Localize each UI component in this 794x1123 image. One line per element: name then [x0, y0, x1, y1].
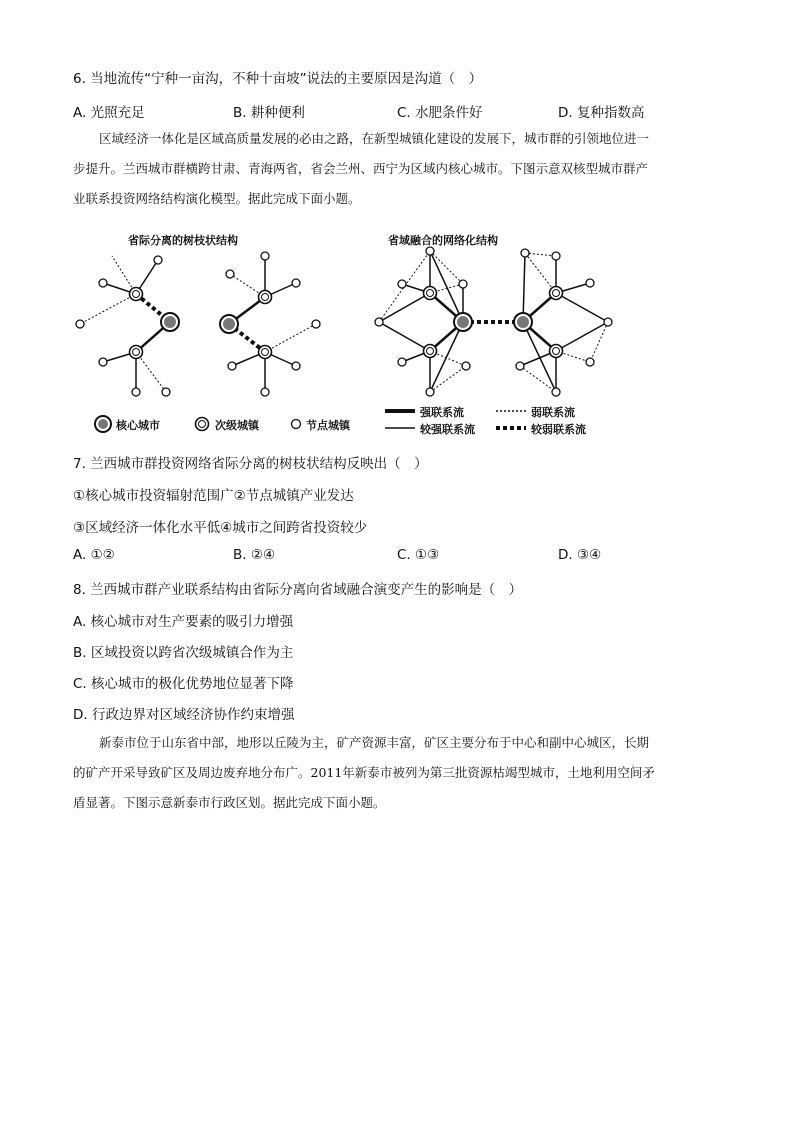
node-town: [99, 279, 107, 287]
legend-medium-strong-label: 较强联系流: [420, 423, 475, 436]
node-town: [228, 362, 236, 370]
q6-stem: 6. 当地流传“宁种一亩沟，不种十亩坡”说法的主要原因是沟道（ ）: [73, 71, 483, 87]
legend-node-symbol: [292, 420, 301, 429]
node-town: [76, 320, 84, 328]
node-town: [426, 247, 434, 255]
q7-option-d[interactable]: D. ③④: [558, 547, 602, 563]
legend-core-label: 核心城市: [116, 419, 160, 432]
passage-1-line: 业联系投资网络结构演化模型。据此完成下面小题。: [73, 191, 361, 206]
node-town: [459, 280, 467, 288]
node-town: [312, 320, 320, 328]
passage-1-line: 区域经济一体化是区域高质量发展的必由之路，在新型城镇化建设的发展下，城市群的引领地位进一: [99, 131, 650, 146]
q7-statement-1: ①核心城市投资辐射范围广②节点城镇产业发达: [73, 488, 354, 504]
figure-right-caption: 省域融合的网络化结构: [388, 234, 498, 247]
node-town: [462, 362, 470, 370]
node-town: [586, 358, 594, 366]
node-town: [516, 362, 524, 370]
node-town: [99, 358, 107, 366]
q8-stem: 8. 兰西城市群产业联系结构由省际分离向省域融合演变产生的影响是（ ）: [73, 582, 523, 598]
passage-2-line: 新泰市位于山东省中部，地形以丘陵为主，矿产资源丰富，矿区主要分布于中心和副中心城区，长期: [99, 735, 650, 750]
node-town: [261, 252, 269, 260]
q6-option-d[interactable]: D. 复种指数高: [558, 105, 645, 121]
node-town: [586, 279, 594, 287]
node-town: [375, 318, 383, 326]
node-town: [398, 358, 406, 366]
q7-option-b[interactable]: B. ②④: [233, 547, 276, 563]
node-town: [398, 280, 406, 288]
q8-option-b[interactable]: B. 区域投资以跨省次级城镇合作为主: [73, 645, 294, 661]
q8-option-a[interactable]: A. 核心城市对生产要素的吸引力增强: [73, 614, 294, 630]
node-town: [521, 249, 529, 257]
node-town: [226, 270, 234, 278]
legend-secondary-label: 次级城镇: [215, 419, 259, 432]
legend-medium-weak-label: 较弱联系流: [531, 423, 586, 436]
q7-stem: 7. 兰西城市群投资网络省际分离的树枝状结构反映出（ ）: [73, 456, 428, 472]
q7-option-a[interactable]: A. ①②: [73, 547, 115, 563]
passage-2: [73, 728, 723, 818]
node-town: [292, 279, 300, 287]
node-town: [154, 256, 162, 264]
figure-left-caption: 省际分离的树枝状结构: [128, 234, 238, 247]
passage-1-line: 步提升。兰西城市群横跨甘肃、青海两省，省会兰州、西宁为区域内核心城市。下图示意双核型城市群产: [73, 161, 649, 176]
q8-option-d[interactable]: D. 行政边界对区域经济协作约束增强: [73, 707, 295, 723]
q6-option-b[interactable]: B. 耕种便利: [233, 105, 305, 121]
node-town: [426, 388, 434, 396]
node-town: [162, 388, 170, 396]
q6-option-a[interactable]: A. 光照充足: [73, 105, 145, 121]
passage-2-line: 的矿产开采导致矿区及周边废弃地分布广。2011年新泰市被列为第三批资源枯竭型城市，土地利用空间矛: [73, 765, 655, 780]
legend-node-label: 节点城镇: [306, 419, 350, 432]
node-town: [292, 362, 300, 370]
node-town: [552, 252, 560, 260]
node-town: [604, 318, 612, 326]
node-town: [132, 388, 140, 396]
q7-statement-2: ③区域经济一体化水平低④城市之间跨省投资较少: [73, 520, 368, 536]
passage-2-line: 盾显著。下图示意新泰市行政区划。据此完成下面小题。: [73, 795, 386, 810]
q7-option-c[interactable]: C. ①③: [397, 547, 440, 563]
legend-strong-label: 强联系流: [420, 406, 464, 419]
node-town: [261, 388, 269, 396]
node-town: [552, 388, 560, 396]
q6-option-c[interactable]: C. 水肥条件好: [397, 105, 483, 121]
q8-option-c[interactable]: C. 核心城市的极化优势地位显著下降: [73, 676, 294, 692]
legend-weak-label: 弱联系流: [531, 406, 575, 419]
